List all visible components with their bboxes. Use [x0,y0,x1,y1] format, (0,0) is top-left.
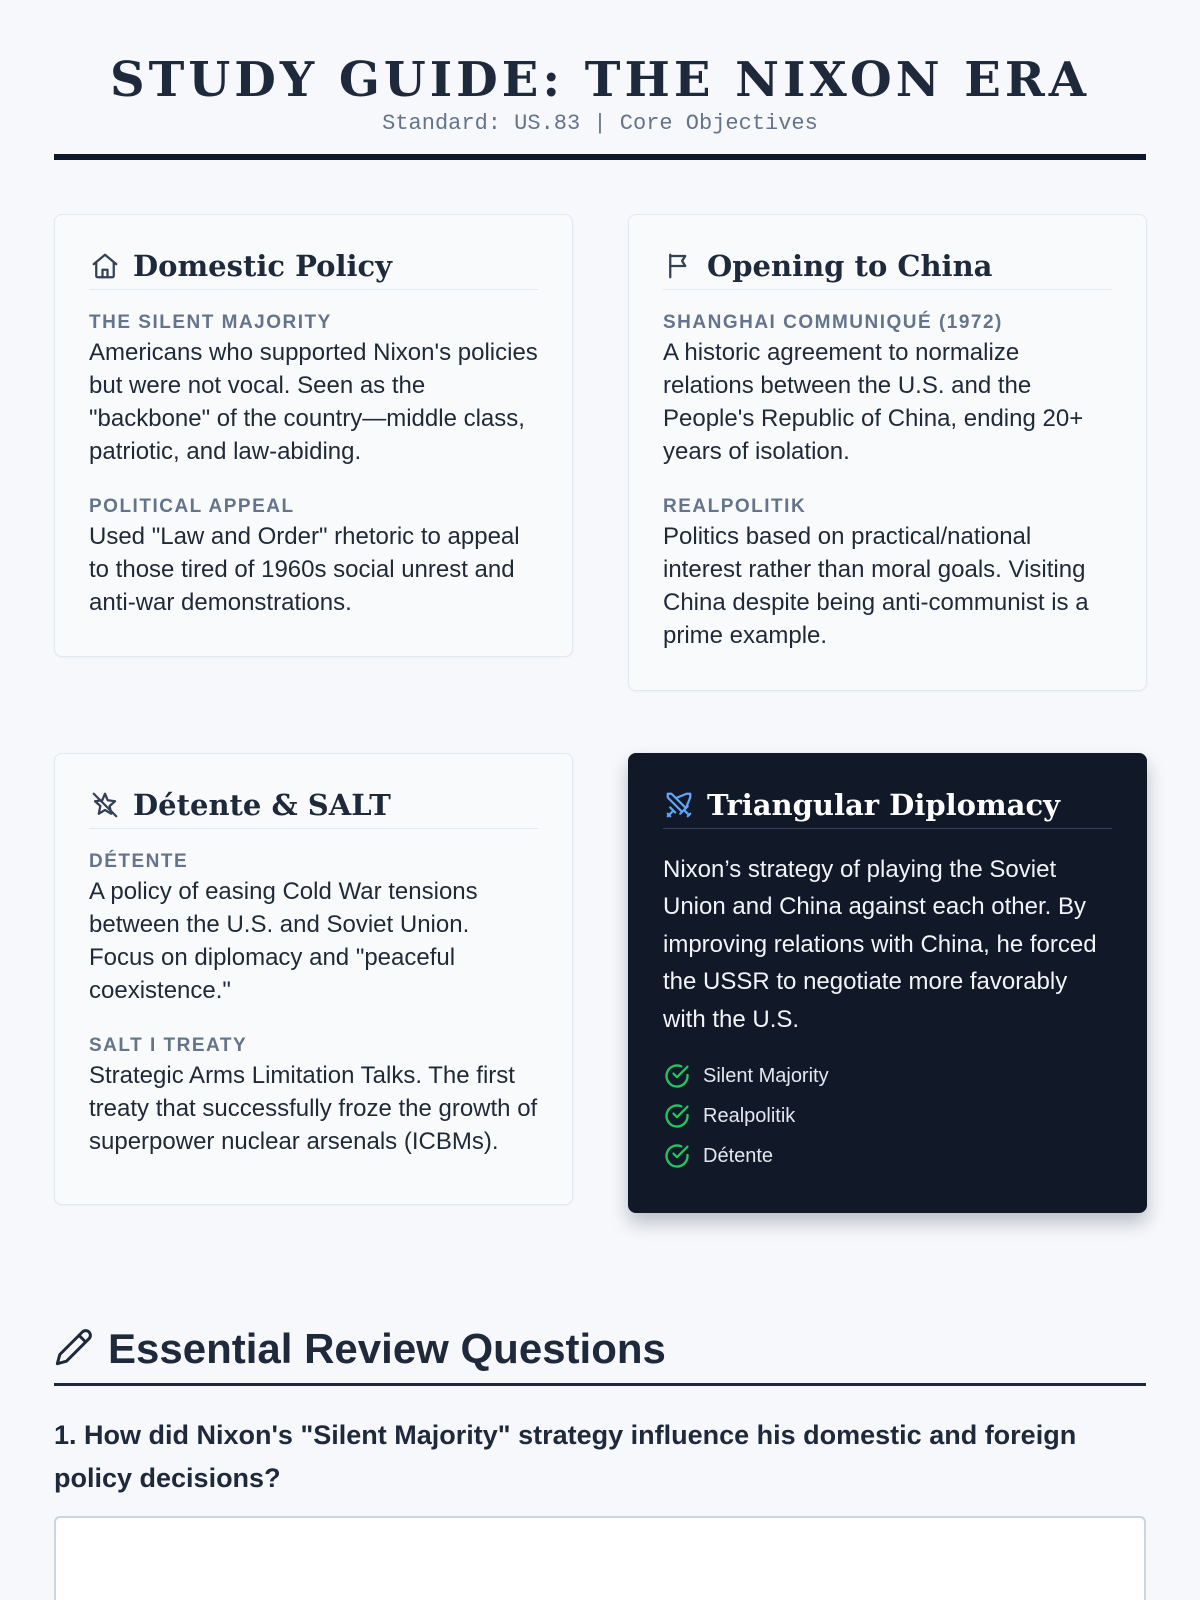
topic-cards-grid [54,160,1146,1200]
card-header [89,249,538,290]
page-title: STUDY GUIDE: THE NIXON ERA [110,52,1090,108]
checklist-item [663,1056,1112,1096]
term-definition: Americans who supported Nixon's policies but were not vocal. Seen as the "backbone" of the country—middle class, patriotic, and law-abiding. [89,338,538,465]
term-block [663,496,1112,652]
card-title: Triangular Diplomacy [707,787,1060,822]
term-definition: A policy of easing Cold War tensions between the U.S. and Soviet Union. Focus on diplomacy and "peaceful coexistence." [89,877,478,1004]
checklist-item-label: Silent Majority [703,1064,829,1087]
card-domestic-policy [54,214,573,657]
term-definition: Politics based on practical/national interest rather than moral goals. Visiting China despite being anti-communist is a prime example. [663,522,1089,649]
check-circle-icon [663,1102,691,1130]
term-definition: Strategic Arms Limitation Talks. The first treaty that successfully froze the growth of superpower nuclear arsenals (ICBMs). [89,1061,538,1155]
term-block [89,1035,538,1158]
term-block [89,851,538,1007]
term-label: REALPOLITIK [663,495,807,517]
page-header [54,0,1146,160]
review-questions-section [54,1325,1146,1600]
checklist-item-label: Détente [703,1144,774,1167]
flag-icon [663,250,695,282]
checklist-item [663,1096,1112,1136]
page-subtitle: Standard: US.83 | Core Objectives [382,110,818,136]
term-label: SHANGHAI COMMUNIQUÉ (1972) [663,311,1003,333]
card-header [663,788,1112,829]
check-circle-icon [663,1142,691,1170]
term-definition: Used "Law and Order" rhetoric to appeal to those tired of 1960s social unrest and anti-war demonstrations. [89,522,520,616]
card-triangular-diplomacy [628,753,1147,1213]
review-question: 1. How did Nixon's "Silent Majority" strategy influence his domestic and foreign policy decisions? [54,1420,1077,1493]
checklist-item [663,1136,1112,1176]
card-title: Opening to China [707,248,993,283]
review-header [54,1325,1146,1386]
term-label: THE SILENT MAJORITY [89,311,332,333]
term-definition: A historic agreement to normalize relations between the U.S. and the People's Republic of China, ending 20+ years of isolation. [663,338,1084,465]
card-detente-salt [54,753,573,1205]
card-body-text: Nixon’s strategy of playing the Soviet Union and China against each other. By improving relations with China, he forced the USSR to negotiate more favorably with the U.S. [663,855,1097,1033]
term-label: DÉTENTE [89,850,189,872]
card-header [89,788,538,829]
crossed-swords-icon [663,789,695,821]
term-block [89,496,538,619]
check-circle-icon [663,1062,691,1090]
term-block [663,312,1112,468]
term-block [89,312,538,468]
review-title: Essential Review Questions [108,1325,666,1372]
answer-field[interactable] [54,1516,1146,1600]
card-title: Détente & SALT [133,787,391,822]
term-label: SALT I TREATY [89,1034,248,1056]
crossed-out-star-icon [89,789,121,821]
pencil-icon [54,1327,94,1372]
home-icon [89,250,121,282]
card-title: Domestic Policy [133,248,393,283]
card-opening-to-china [628,214,1147,691]
checklist-item-label: Realpolitik [703,1104,796,1127]
card-header [663,249,1112,290]
key-terms-checklist [663,1056,1112,1176]
term-label: POLITICAL APPEAL [89,495,295,517]
